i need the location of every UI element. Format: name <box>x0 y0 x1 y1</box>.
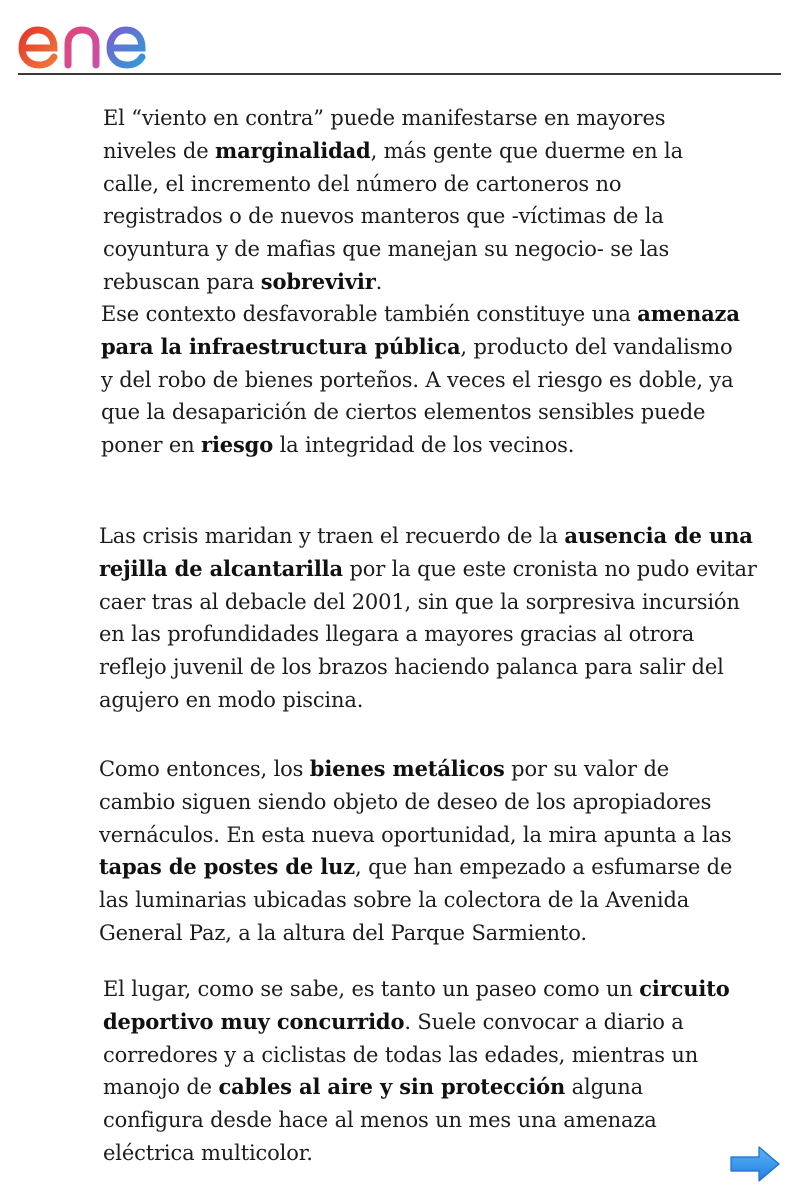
paragraph-text: alguna configura desde hace al menos un mes una amenaza eléctrica multicolor. <box>103 1075 657 1165</box>
paragraph-3 <box>99 520 759 717</box>
paragraph-1 <box>103 102 743 299</box>
bold-term: amenaza para la infraestructura pública <box>101 301 740 359</box>
bold-term: bienes metálicos <box>309 756 505 781</box>
paragraph-2 <box>101 298 741 462</box>
bold-term: tapas de postes de luz <box>99 854 356 880</box>
paragraph-text: , producto del vandalismo y del robo de bienes porteños. A veces el riesgo es doble, ya que la desaparición de ciertos elementos sensibles puede poner en <box>101 334 734 458</box>
paragraph-4 <box>99 753 739 950</box>
bold-term: circuito deportivo muy concurrido <box>103 976 730 1034</box>
bold-term: cables al aire y sin protección <box>218 1074 566 1100</box>
paragraph-text: Ese contexto desfavorable también constituye una <box>101 302 638 326</box>
paragraph-text: , más gente que duerme en la calle, el incremento del número de cartoneros no registrados o de nuevos manteros que -víctimas de la coyuntura y de mafias que manejan su negocio- se las rebuscan para <box>103 138 683 294</box>
paragraph-text: la integridad de los vecinos. <box>273 433 575 458</box>
paragraph-text: Las crisis maridan y traen el recuerdo de la <box>99 524 565 548</box>
bold-term: sobrevivir <box>260 268 376 294</box>
bold-term: riesgo <box>201 432 274 458</box>
paragraph-5 <box>103 973 743 1170</box>
paragraph-text: . <box>375 269 383 294</box>
paragraph-text: por su valor de cambio siguen siendo objeto de deseo de los apropiadores vernáculos. En esta nueva oportunidad, la mira apunta a las <box>99 757 732 847</box>
arrow-right-icon[interactable] <box>728 1144 782 1184</box>
paragraph-text: . Suele convocar a diario a corredores y a ciclistas de todas las edades, mientras un manojo de <box>103 1009 699 1100</box>
paragraph-text: , que han empezado a esfumarse de las luminarias ubicadas sobre la colectora de la Avenida General Paz, a la altura del Parque Sarmiento. <box>99 855 733 945</box>
paragraph-text: El lugar, como se sabe, es tanto un paseo como un <box>103 977 640 1001</box>
paragraph-text: El “viento en contra” puede manifestarse en mayores niveles de <box>103 106 666 163</box>
paragraph-text: Como entonces, los <box>99 757 310 781</box>
bold-term: ausencia de una rejilla de alcantarilla <box>99 523 753 581</box>
bold-term: marginalidad <box>215 137 371 163</box>
paragraph-text: por la que este cronista no pudo evitar caer tras al debacle del 2001, sin que la sorpresiva incursión en las profundidades llegara a mayores gracias al otrora reflejo juvenil de los brazos haciendo palanca para salir del agujero en modo piscina. <box>99 556 757 712</box>
